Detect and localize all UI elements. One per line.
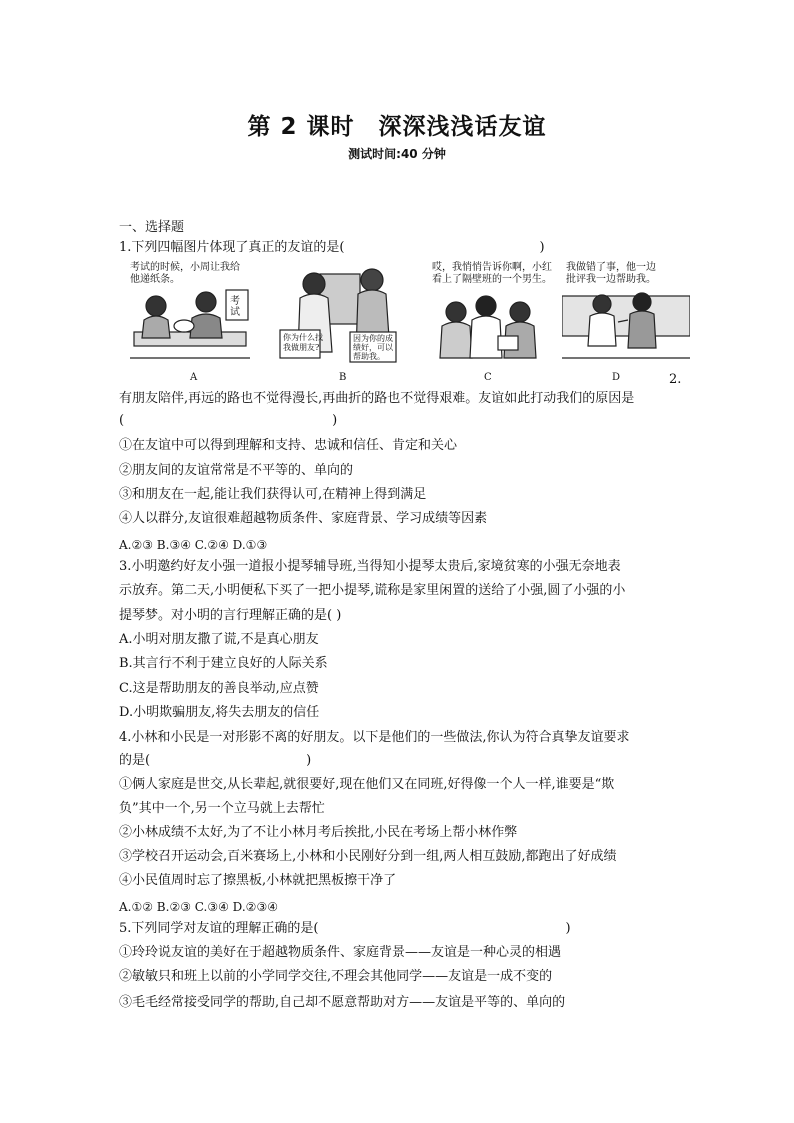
q2-stem: 有朋友陪伴,再远的路也不觉得漫长,再曲折的路也不觉得艰难。友谊如此打动我们的原因是 [119,391,635,406]
q3-stem-1: 3.小明邀约好友小强一道报小提琴辅导班,当得知小提琴太贵后,家境贫寒的小强无奈地表 [119,559,621,574]
panel-c-label: C [484,372,492,383]
q4-option-1b: 负”其中一个,另一个立马就上去帮忙 [119,801,325,816]
q4-option-1a: ①俩人家庭是世交,从长辈起,就很要好,现在他们又在同班,好得像一个人一样,谁要是“欺 [119,777,615,792]
q2-option-1: ①在友谊中可以得到理解和支持、忠诚和信任、肯定和关心 [119,438,458,453]
q4-option-4: ④小民值周时忘了擦黑板,小林就把黑板擦干净了 [119,873,397,888]
q5-stem: 5.下列同学对友谊的理解正确的是( ) [119,921,571,936]
q3-stem-2: 示放弃。第二天,小明便私下买了一把小提琴,谎称是家里闲置的送给了小强,圆了小强的小 [119,583,626,598]
q4-option-3: ③学校召开运动会,百米赛场上,小林和小民刚好分到一组,两人相互鼓励,都跑出了好成绩 [119,849,617,864]
q4-stem-1: 4.小林和小民是一对形影不离的好朋友。以下是他们的一些做法,你认为符合真挚友谊要求 [119,730,630,745]
q2-choices: A.②③ B.③④ C.②④ D.①③ [119,538,268,552]
picture-panel-a [126,262,254,366]
picture-panel-d [562,262,690,366]
panel-b-bubble-answer: 因为你的成 绩好，可以 帮助我。 [353,334,393,361]
picture-panel-c [428,262,556,366]
q3-choice-b: B.其言行不利于建立良好的人际关系 [119,656,328,671]
q5-option-2: ②敏敏只和班上以前的小学同学交往,不理会其他同学——友谊是一成不变的 [119,969,553,984]
panel-a-caption: 考试的时候，小周让我给 他递纸条。 [130,262,240,285]
q2-blank: ( ) [119,413,338,428]
test-duration: 测试时间:40 分钟 [348,147,446,161]
picture-panel-b [276,262,404,366]
page-title: 第 2 课时 深深浅浅话友谊 [247,114,547,140]
q4-stem-2: 的是( ) [119,753,312,768]
panel-b-label: B [339,372,347,383]
q2-option-2: ②朋友间的友谊常常是不平等的、单向的 [119,463,354,478]
section-heading: 一、选择题 [119,220,185,235]
q5-option-3: ③毛毛经常接受同学的帮助,自己却不愿意帮助对方——友谊是平等的、单向的 [119,995,566,1010]
q4-option-2: ②小林成绩不太好,为了不让小林月考后挨批,小民在考场上帮小林作弊 [119,825,518,840]
question-2-number: 2. [669,372,682,387]
panel-c-caption: 哎，我悄悄告诉你啊，小红 看上了隔壁班的一个男生。 [432,262,552,285]
panel-a-sign: 考 试 [230,296,240,318]
q5-option-1: ①玲玲说友谊的美好在于超越物质条件、家庭背景——友谊是一种心灵的相遇 [119,945,562,960]
panel-d-label: D [612,372,621,383]
q2-option-3: ③和朋友在一起,能让我们获得认可,在精神上得到满足 [119,487,427,502]
q3-choice-c: C.这是帮助朋友的善良举动,应点赞 [119,681,319,696]
panel-b-bubble-question: 你为什么找 我做朋友? [283,333,323,352]
q3-choice-a: A.小明对朋友撒了谎,不是真心朋友 [119,632,319,647]
q3-stem-3: 提琴梦。对小明的言行理解正确的是( ) [119,608,342,623]
question-1-stem: 1.下列四幅图片体现了真正的友谊的是( ) [119,240,545,255]
q2-option-4: ④人以群分,友谊很难超越物质条件、家庭背景、学习成绩等因素 [119,511,488,526]
panel-a-label: A [190,372,198,383]
q4-choices: A.①② B.②③ C.③④ D.②③④ [119,900,278,914]
q1-picture-row [126,262,686,387]
panel-d-caption: 我做错了事，他一边 批评我一边帮助我。 [566,262,656,285]
q3-choice-d: D.小明欺骗朋友,将失去朋友的信任 [119,705,320,720]
